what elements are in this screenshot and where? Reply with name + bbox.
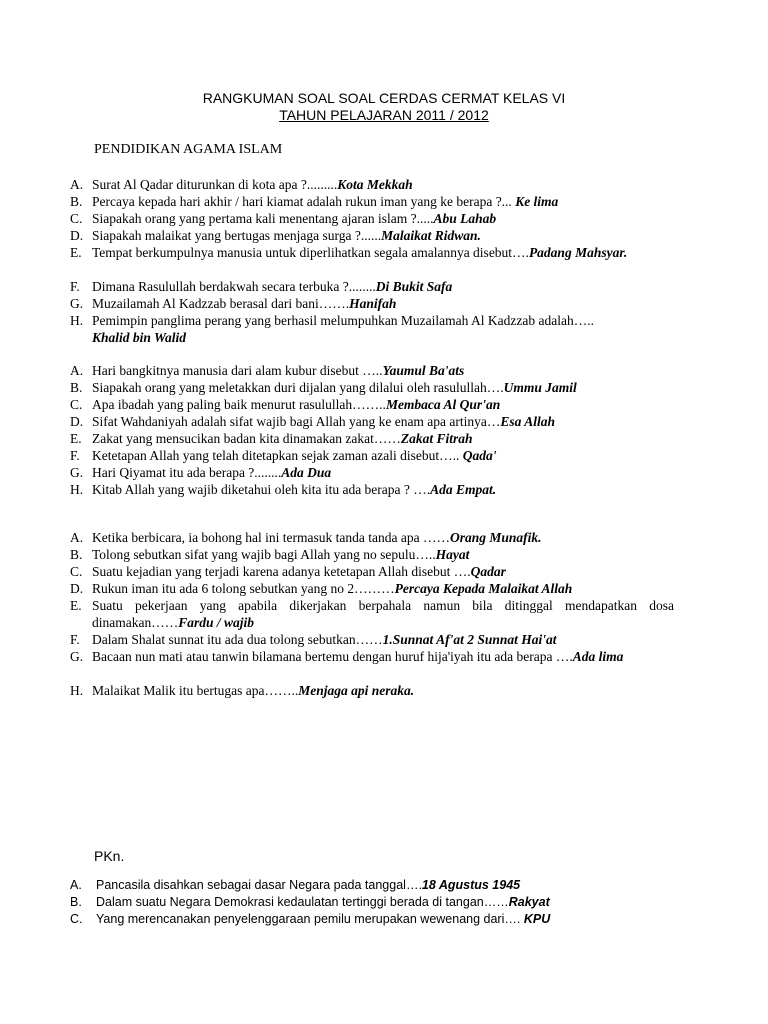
question-item: G. Bacaan nun mati atau tanwin bilamana bertemu dengan huruf hija'iyah itu ada berapa ….Ada lima xyxy=(70,649,624,664)
question-item: F. Ketetapan Allah yang telah ditetapkan sejak zaman azali disebut….. Qada' xyxy=(70,448,497,463)
question-item: H. Pemimpin panglima perang yang berhasil melumpuhkan Muzailamah Al Kadzzab adalah….. Khalid bin Walid xyxy=(70,313,594,345)
document-subtitle: TAHUN PELAJARAN 2011 / 2012 xyxy=(279,107,489,123)
question-item: B. Tolong sebutkan sifat yang wajib bagi Allah yang no sepulu…..Hayat xyxy=(70,547,470,562)
question-item: A. Pancasila disahkan sebagai dasar Negara pada tanggal….18 Agustus 1945 xyxy=(70,878,521,892)
question-item: B. Percaya kepada hari akhir / hari kiamat adalah rukun iman yang ke berapa ?... Ke lima xyxy=(70,194,559,209)
question-item: E. Suatu pekerjaan yang apabila dikerjakan berpahala namun bila ditinggal mendapatkan dosa dinamakan……Fardu / wajib xyxy=(70,598,674,630)
question-item: H. Kitab Allah yang wajib diketahui oleh kita itu ada berapa ? ….Ada Empat. xyxy=(70,482,497,497)
question-item: D. Rukun iman itu ada 6 tolong sebutkan yang no 2………Percaya Kepada Malaikat Allah xyxy=(70,581,573,596)
question-item: D. Sifat Wahdaniyah adalah sifat wajib bagi Allah yang ke enam apa artinya…Esa Allah xyxy=(70,414,556,429)
question-item: G. Muzailamah Al Kadzzab berasal dari bani…….Hanifah xyxy=(70,296,397,311)
question-item: D. Siapakah malaikat yang bertugas menjaga surga ?......Malaikat Ridwan. xyxy=(70,228,481,243)
question-item: A. Ketika berbicara, ia bohong hal ini termasuk tanda tanda apa ……Orang Munafik. xyxy=(70,530,542,545)
section-title-pai: PENDIDIKAN AGAMA ISLAM xyxy=(94,142,283,157)
section-title-pkn: PKn. xyxy=(94,848,125,864)
question-item: A. Surat Al Qadar diturunkan di kota apa ?.........Kota Mekkah xyxy=(70,177,413,192)
question-item: C. Yang merencanakan penyelenggaraan pemilu merupakan wewenang dari…. KPU xyxy=(70,912,551,926)
question-item: E. Tempat berkumpulnya manusia untuk diperlihatkan segala amalannya disebut….Padang Mahsyar. xyxy=(70,245,628,260)
question-item: A. Hari bangkitnya manusia dari alam kubur disebut …..Yaumul Ba'ats xyxy=(70,363,465,378)
question-item: B. Siapakah orang yang meletakkan duri dijalan yang dilalui oleh rasulullah….Ummu Jamil xyxy=(70,380,577,395)
question-item: C. Apa ibadah yang paling baik menurut rasulullah……..Membaca Al Qur'an xyxy=(70,397,501,412)
question-item: E. Zakat yang mensucikan badan kita dinamakan zakat……Zakat Fitrah xyxy=(70,431,473,446)
question-item: C. Suatu kejadian yang terjadi karena adanya ketetapan Allah disebut ….Qadar xyxy=(70,564,506,579)
question-item: C. Siapakah orang yang pertama kali menentang ajaran islam ?.....Abu Lahab xyxy=(70,211,497,226)
question-item: F. Dimana Rasulullah berdakwah secara terbuka ?........Di Bukit Safa xyxy=(70,279,453,294)
question-item: B. Dalam suatu Negara Demokrasi kedaulatan tertinggi berada di tangan……Rakyat xyxy=(70,895,550,909)
question-item: H. Malaikat Malik itu bertugas apa……..Menjaga api neraka. xyxy=(70,683,415,698)
document-title: RANGKUMAN SOAL SOAL CERDAS CERMAT KELAS VI xyxy=(202,90,566,106)
question-item: G. Hari Qiyamat itu ada berapa ?........Ada Dua xyxy=(70,465,332,480)
question-item: F. Dalam Shalat sunnat itu ada dua tolong sebutkan……1.Sunnat Af'at 2 Sunnat Hai'at xyxy=(70,632,557,647)
